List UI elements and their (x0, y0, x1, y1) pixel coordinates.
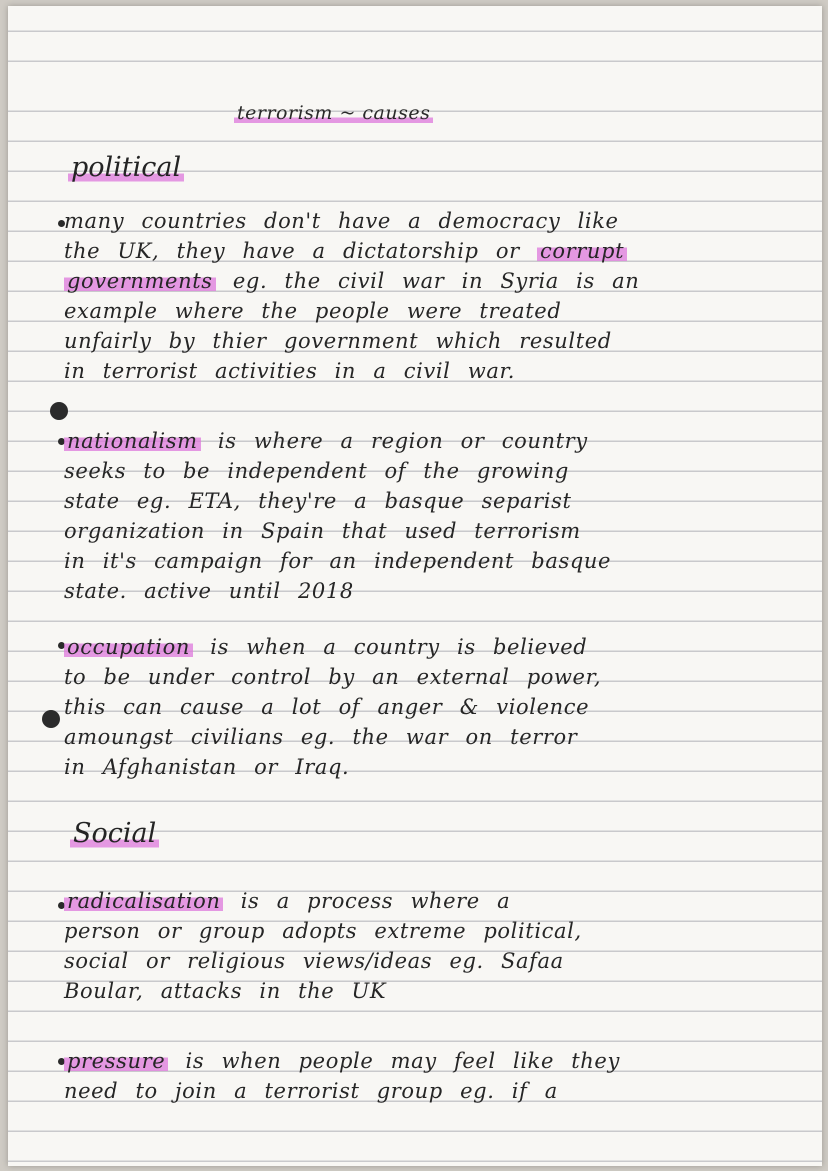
note-line: this can cause a lot of anger & violence (64, 695, 590, 719)
term-pressure: pressure (64, 1049, 168, 1073)
note-line: many countries don't have a democracy like (64, 209, 619, 233)
note-line: to be under control by an external power, (64, 665, 602, 689)
note-line: nationalism is where a region or country (64, 426, 784, 456)
section-heading-social: Social (70, 818, 159, 849)
political-democracy-note (64, 206, 784, 386)
note-line: in Afghanistan or Iraq. (64, 755, 350, 779)
highlight-corrupt: corrupt (537, 239, 627, 263)
note-line: example where the people were treated (64, 299, 562, 323)
note-line: the UK, they have a dictatorship or corrupt (64, 236, 784, 266)
note-line: radicalisation is a process where a (64, 886, 784, 916)
note-line: need to join a terrorist group eg. if a (64, 1079, 558, 1103)
nationalism-note (64, 426, 784, 606)
punch-hole (42, 710, 60, 728)
note-line: occupation is when a country is believed (64, 632, 784, 662)
notebook-page (8, 6, 822, 1166)
margin-line (60, 6, 61, 1166)
note-line: in it's campaign for an independent basque (64, 549, 612, 573)
note-line: in terrorist activities in a civil war. (64, 359, 516, 383)
note-line: seeks to be independent of the growing (64, 459, 569, 483)
radicalisation-note (64, 886, 784, 1006)
section-heading-political: political (68, 152, 184, 183)
note-line: person or group adopts extreme political, (64, 919, 582, 943)
note-line: state. active until 2018 (64, 579, 354, 603)
note-line: unfairly by thier government which resulted (64, 329, 612, 353)
term-radicalisation: radicalisation (64, 889, 223, 913)
highlight-governments: governments (64, 269, 216, 293)
page-title: terrorism ~ causes (234, 102, 433, 124)
occupation-note (64, 632, 784, 782)
note-line: Boular, attacks in the UK (64, 979, 387, 1003)
note-line: state eg. ETA, they're a basque separist (64, 489, 572, 513)
pressure-note (64, 1046, 784, 1106)
note-line (64, 266, 784, 296)
term-occupation: occupation (64, 635, 193, 659)
note-line: amoungst civilians eg. the war on terror (64, 725, 578, 749)
punch-hole (50, 402, 68, 420)
term-nationalism: nationalism (64, 429, 201, 453)
note-line: organization in Spain that used terrorism (64, 519, 581, 543)
governments-line-rest: eg. the civil war in Syria is an (232, 269, 640, 293)
note-line: pressure is when people may feel like they (64, 1046, 784, 1076)
note-line: social or religious views/ideas eg. Safaa (64, 949, 564, 973)
